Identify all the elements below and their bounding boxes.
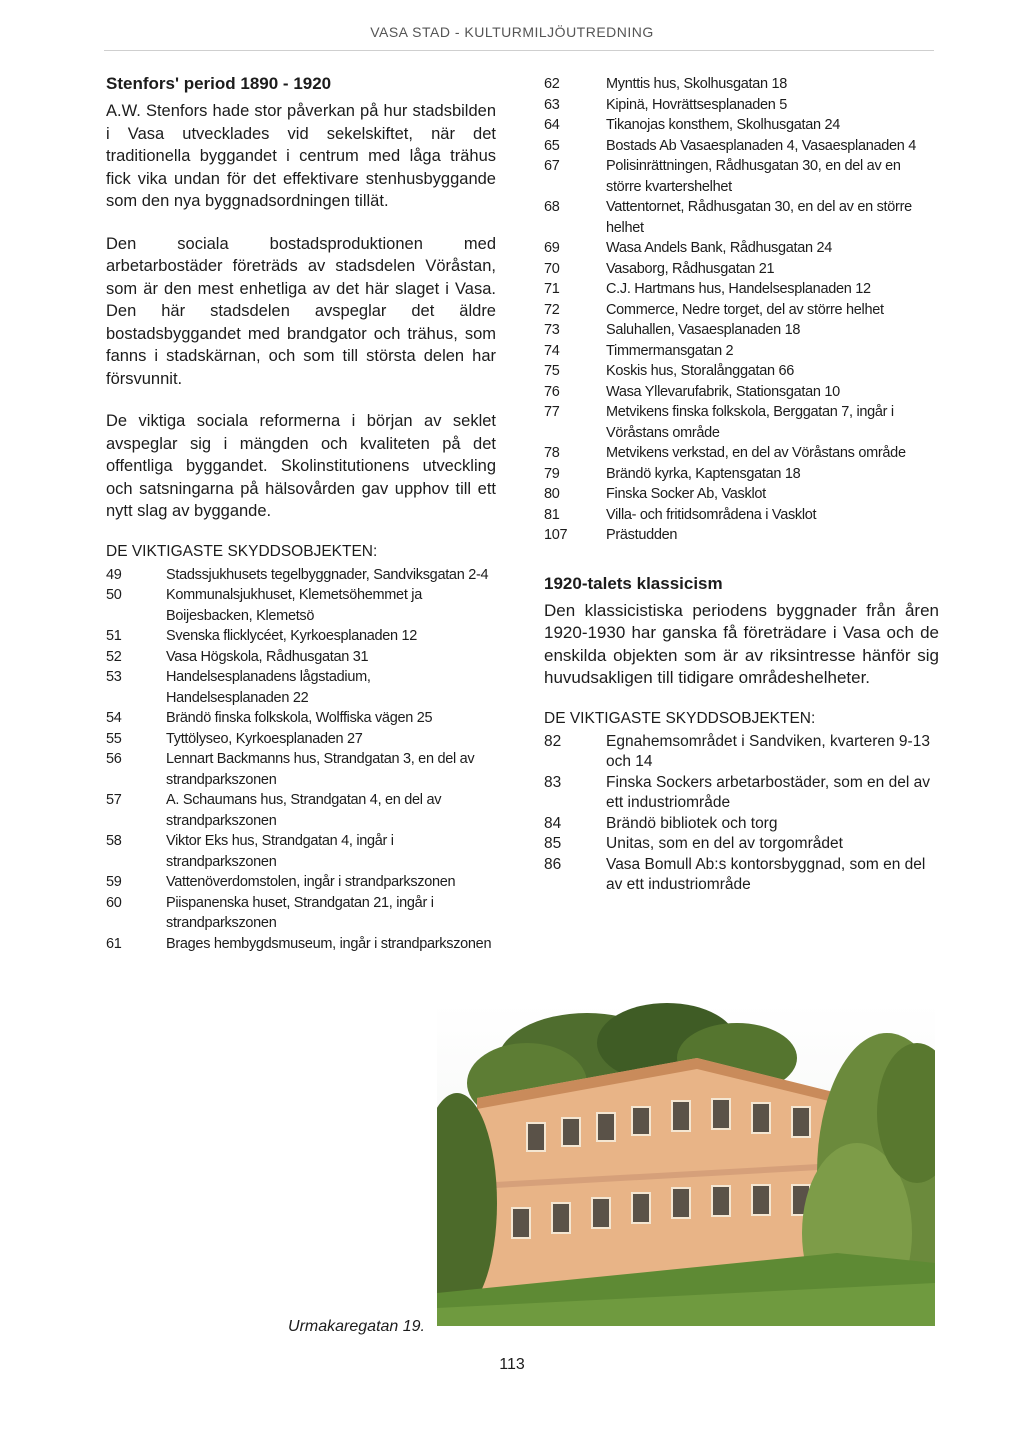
list-item: 53 Handelsesplanadens lågstadium, Handelsesplanaden 22 [106, 669, 371, 706]
list-item: 64 Tikanojas konsthem, Skolhusgatan 24 [544, 117, 840, 133]
paragraph-classicism: Den klassicistiska periodens byggnader från åren 1920-1930 har ganska få företrädare i Vasa och de enskilda objekten som är av riksintresse hänför sig huvudsakligen till tidigare områdeshelheter. [544, 600, 939, 687]
list-item: 59 Vattenöverdomstolen, ingår i strandparkszonen [106, 874, 456, 890]
protected-objects-list-classicism [544, 732, 939, 896]
list-item: 58 Viktor Eks hus, Strandgatan 4, ingår i strandparkszonen [106, 833, 394, 870]
section-heading-stenfors: Stenfors' period 1890 - 1920 [106, 74, 332, 93]
list-item: 61 Brages hembygdsmuseum, ingår i strandparkszonen [106, 935, 492, 952]
list-item: 55 Tyttölyseo, Kyrkoesplanaden 27 [106, 730, 363, 747]
page-number: 113 [499, 1356, 525, 1373]
right-column [544, 74, 939, 896]
list-item: 84 Brändö bibliotek och torg [544, 814, 778, 832]
spacer [544, 546, 939, 574]
header-rule [104, 50, 934, 51]
list-item: 107 Prästudden [544, 527, 678, 543]
list-item: 60 Piispanenska huset, Strandgatan 21, ingår i strandparkszonen [106, 894, 434, 931]
list-item: 78 Metvikens verkstad, en del av Vöråstans område [544, 445, 906, 461]
list-item: 56 Lennart Backmanns hus, Strandgatan 3, en del av strandparkszonen [106, 751, 475, 788]
running-header: VASA STAD - KULTURMILJÖUTREDNING [370, 24, 654, 40]
list-item: 83 Finska Sockers arbetarbostäder, som en del av ett industriområde [544, 773, 930, 811]
section-heading-classicism: 1920-talets klassicism [544, 573, 723, 593]
list-item: 81 Villa- och fritidsområdena i Vasklot [544, 506, 817, 523]
list-item: 85 Unitas, som en del av torgområdet [544, 835, 843, 852]
list-item: 72 Commerce, Nedre torget, del av större helhet [544, 301, 884, 318]
list-item: 75 Koskis hus, Storalånggatan 66 [544, 363, 794, 379]
paragraph-2: Den sociala bostadsproduktionen med arbetarbostäder företräds av stadsdelen Vöråstan, som är den mest enhetliga av det här slaget i Vasa. Den här stadsdelen avspeglar det äldre bostadsbyggandet med brandgator och trähus, som fanns i stadskärnan, och som till största delen har försvunnit. [106, 234, 496, 388]
list-item: 57 A. Schaumans hus, Strandgatan 4, en del av strandparkszonen [106, 792, 442, 829]
list-item: 63 Kipinä, Hovrättsesplanaden 5 [544, 96, 788, 113]
list-item: 54 Brändö finska folkskola, Wolffiska vägen 25 [106, 710, 433, 726]
list-item: 73 Saluhallen, Vasaesplanaden 18 [544, 322, 801, 338]
list-item: 49 Stadssjukhusets tegelbyggnader, Sandviksgatan 2-4 [106, 566, 489, 583]
list-item: 70 Vasaborg, Rådhusgatan 21 [544, 260, 775, 277]
list-item: 76 Wasa Yllevarufabrik, Stationsgatan 10 [544, 383, 840, 400]
paragraph-1: A.W. Stenfors hade stor påverkan på hur stadsbilden i Vasa utvecklades vid sekelskiftet, när det traditionella byggandet i centrum med låga trähus fick vika undan för det effektivare stenhusbyggande som den nya byggnadsordningen tillät. [106, 102, 496, 210]
list-item: 71 C.J. Hartmans hus, Handelsesplanaden 12 [544, 281, 871, 297]
list-item: 79 Brändö kyrka, Kaptensgatan 18 [544, 465, 801, 482]
building-photo [437, 1003, 935, 1326]
list-item: 77 Metvikens finska folkskola, Berggatan 7, ingår i Vöråstans område [544, 404, 894, 441]
list-item: 51 Svenska flicklycéet, Kyrkoesplanaden 12 [106, 628, 418, 644]
list-title-right: DE VIKTIGASTE SKYDDSOBJEKTEN: [544, 709, 816, 727]
list-item: 65 Bostads Ab Vasaesplanaden 4, Vasaesplanaden 4 [544, 137, 917, 154]
list-item: 69 Wasa Andels Bank, Rådhusgatan 24 [544, 240, 833, 256]
photo-caption: Urmakaregatan 19. [288, 1318, 425, 1335]
left-column [106, 74, 496, 954]
list-item: 82 Egnahemsområdet i Sandviken, kvarteren 9-13 och 14 [544, 732, 930, 770]
list-item: 50 Kommunalsjukhuset, Klemetsöhemmet ja Boijesbacken, Klemetsö [106, 587, 422, 624]
list-item: 62 Mynttis hus, Skolhusgatan 18 [544, 76, 788, 92]
list-item: 86 Vasa Bomull Ab:s kontorsbyggnad, som en del av ett industriområde [544, 855, 926, 893]
paragraph-3: De viktiga sociala reformerna i början av seklet avspeglar sig i mängden och kvaliteten på det offentliga byggandet. Skolinstitutionens utveckling och satsningarna på hälsovården gav upphov till ett nytt slag av byggande. [106, 412, 496, 520]
protected-objects-list-left [106, 565, 496, 955]
list-item: 68 Vattentornet, Rådhusgatan 30, en del av en större helhet [544, 199, 912, 236]
protected-objects-list-right [544, 74, 939, 546]
list-item: 52 Vasa Högskola, Rådhusgatan 31 [106, 648, 369, 665]
list-title-left: DE VIKTIGASTE SKYDDSOBJEKTEN: [106, 542, 378, 560]
list-item: 80 Finska Socker Ab, Vasklot [544, 486, 766, 502]
list-item: 74 Timmermansgatan 2 [544, 342, 734, 359]
list-item: 67 Polisinrättningen, Rådhusgatan 30, en del av en större kvartershelhet [544, 158, 901, 195]
